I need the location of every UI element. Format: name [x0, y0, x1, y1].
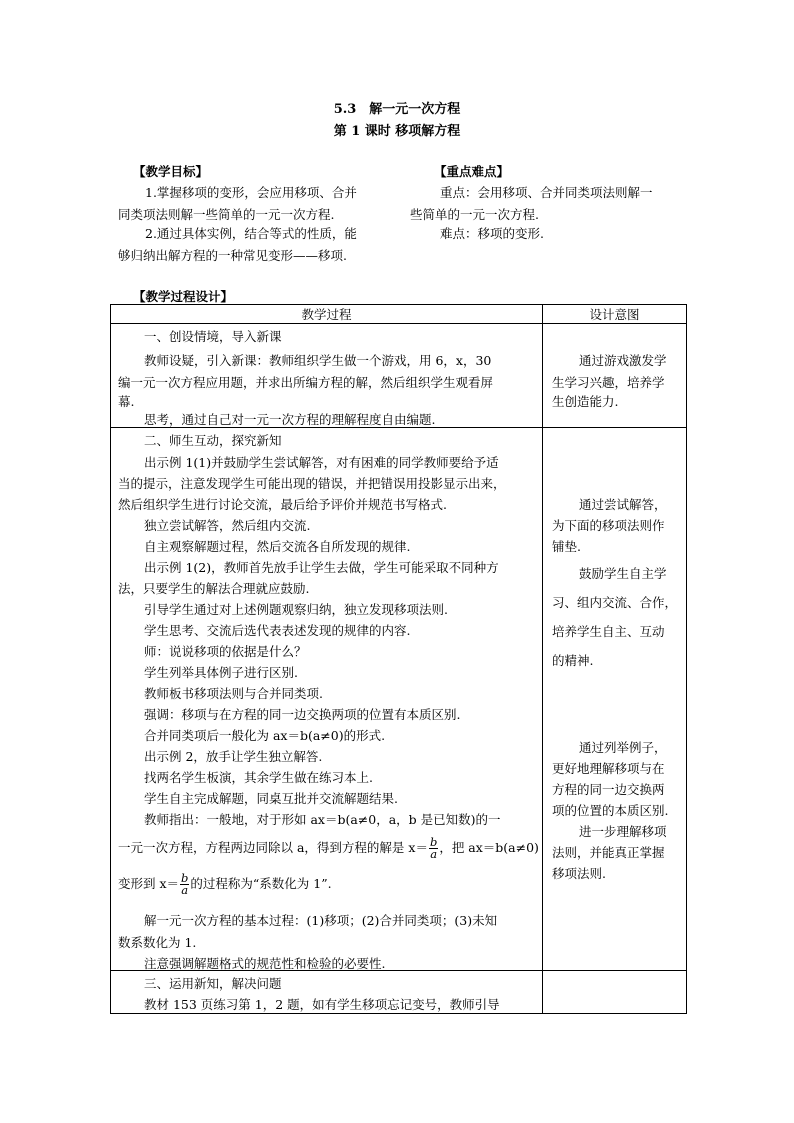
- row2-intent-line: 项的位置的本质区别.: [552, 803, 669, 818]
- row3-line: 教材 153 页练习第 1，2 题，如有学生移项忘记变号，教师引导: [144, 997, 500, 1012]
- row2-line: 独立尝试解答，然后组内交流.: [144, 518, 311, 533]
- row1-line: 思考，通过自己对一元一次方程的理解程度自由编题.: [144, 412, 436, 427]
- row1-intent-line: 生学习兴趣，培养学: [552, 375, 665, 390]
- row2-line: 合并同类项后一般化为 ax＝b(a≠0)的形式.: [144, 728, 386, 743]
- row2-line: 师：说说移项的依据是什么？: [144, 644, 307, 659]
- row2-formula-line: 变形到 x＝ $\frac{b}{a}$ 的过程称为“系数化为 1”.: [118, 871, 332, 897]
- row2-intent-line: 的精神.: [552, 653, 594, 668]
- key-point-line: 些简单的一元一次方程.: [410, 207, 539, 222]
- row3-intent: [543, 971, 687, 1014]
- row2-line: 出示例 2，放手让学生独立解答.: [144, 749, 323, 764]
- fraction-b-over-a: $\frac{b}{a}$: [181, 871, 189, 897]
- column-header-process: 教学过程: [111, 305, 543, 324]
- row2-line: 当的提示，注意发现学生可能出现的错误，并把错误用投影显示出来，: [118, 476, 506, 491]
- objectives-heading: 【教学目标】: [133, 164, 209, 179]
- row2-line: 解一元一次方程的基本过程：(1)移项；(2)合并同类项；(3)未知: [144, 913, 498, 928]
- row2-line: 强调：移项与在方程的同一边交换两项的位置有本质区别.: [144, 707, 461, 722]
- row2-line: 学生列举具体例子进行区别.: [144, 665, 298, 680]
- row2-intent-line: 培养学生自主、互动: [552, 624, 665, 639]
- objective-line: 同类项法则解一些简单的一元一次方程.: [118, 207, 335, 222]
- row2-line: 教师板书移项法则与合并同类项.: [144, 686, 323, 701]
- column-header-intent: 设计意图: [543, 305, 687, 324]
- objective-line: 够归纳出解方程的一种常见变形——移项.: [118, 248, 347, 263]
- key-points-heading: 【重点难点】: [434, 164, 510, 179]
- row2-intent-line: 鼓励学生自主学: [579, 566, 667, 581]
- row3-line: 三、运用新知，解决问题: [144, 976, 282, 991]
- row1-intent: [543, 324, 687, 428]
- key-point-line: 重点：会用移项、合并同类项法则解一: [440, 185, 653, 200]
- key-point-line: 难点：移项的变形.: [440, 226, 544, 241]
- row2-line: 然后组织学生进行讨论交流，最后给予评价并规范书写格式.: [118, 497, 447, 512]
- row1-intent-line: 生创造能力.: [552, 394, 619, 409]
- row2-line: 法，只要学生的解法合理就应鼓励.: [118, 581, 310, 596]
- objective-line: 2.通过具体实例，结合等式的性质，能: [145, 226, 357, 241]
- row2-intent-line: 习、组内交流、合作，: [552, 595, 678, 610]
- row2-line: 出示例 1(2)，教师首先放手让学生去做，学生可能采取不同种方: [144, 560, 499, 575]
- row2-intent-line: 通过列举例子，: [579, 740, 667, 755]
- row1-line: 教师设疑，引入新课：教师组织学生做一个游戏，用 6，x，30: [144, 353, 492, 368]
- page-subtitle: 第 1 课时 移项解方程: [333, 124, 461, 139]
- row3-process: [111, 971, 543, 1014]
- row2-process: [111, 428, 543, 971]
- row1-line: 幕.: [118, 394, 135, 409]
- row2-line: 引导学生通过对上述例题观察归纳，独立发现移项法则.: [144, 602, 448, 617]
- row1-line: 编一元一次方程应用题，并求出所编方程的解，然后组织学生观看屏: [118, 375, 494, 390]
- row2-line: 学生自主完成解题，同桌互批并交流解题结果.: [144, 791, 398, 806]
- row2-line: 注意强调解题格式的规范性和检验的必要性.: [144, 956, 386, 971]
- row2-line: 自主观察解题过程，然后交流各自所发现的规律.: [144, 539, 411, 554]
- row2-intent-line: 移项法则.: [552, 866, 606, 881]
- row2-line: 数系数化为 1.: [118, 935, 197, 950]
- row2-intent-line: 铺垫.: [552, 539, 581, 554]
- row2-line: 学生思考、交流后选代表表述发现的规律的内容.: [144, 623, 411, 638]
- row2-intent-line: 通过尝试解答，: [579, 497, 667, 512]
- row2-intent-line: 进一步理解移项: [579, 824, 667, 839]
- row2-line: 教师指出：一般地，对于形如 ax＝b(a≠0，a，b 是已知数)的一: [144, 812, 501, 827]
- row2-formula-line: 一元一次方程，方程两边同除以 a，得到方程的解是 x＝ $\frac{b}{a}$ ，把 ax＝b(a≠0): [118, 835, 539, 861]
- row2-intent-line: 法则，并能真正掌握: [552, 845, 665, 860]
- objective-line: 1.掌握移项的变形，会应用移项、合并: [145, 185, 357, 200]
- row2-intent-line: 更好地理解移项与在: [552, 761, 665, 776]
- row2-intent: [543, 428, 687, 971]
- row2-intent-line: 方程的同一边交换两: [552, 782, 665, 797]
- page-title: 5.3 解一元一次方程: [333, 102, 461, 117]
- row2-line: 找两名学生板演，其余学生做在练习本上.: [144, 770, 373, 785]
- fraction-b-over-a: $\frac{b}{a}$: [429, 835, 438, 861]
- lesson-table: [110, 304, 687, 1014]
- row1-line: 一、创设情境，导入新课: [144, 329, 282, 344]
- row2-intent-line: 为下面的移项法则作: [552, 518, 665, 533]
- row2-line: 二、师生互动，探究新知: [144, 433, 282, 448]
- row1-intent-line: 通过游戏激发学: [579, 353, 667, 368]
- row2-line: 出示例 1(1)并鼓励学生尝试解答，对有困难的同学教师要给予适: [144, 455, 499, 470]
- row1-process: [111, 324, 543, 428]
- process-heading: 【教学过程设计】: [133, 289, 234, 304]
